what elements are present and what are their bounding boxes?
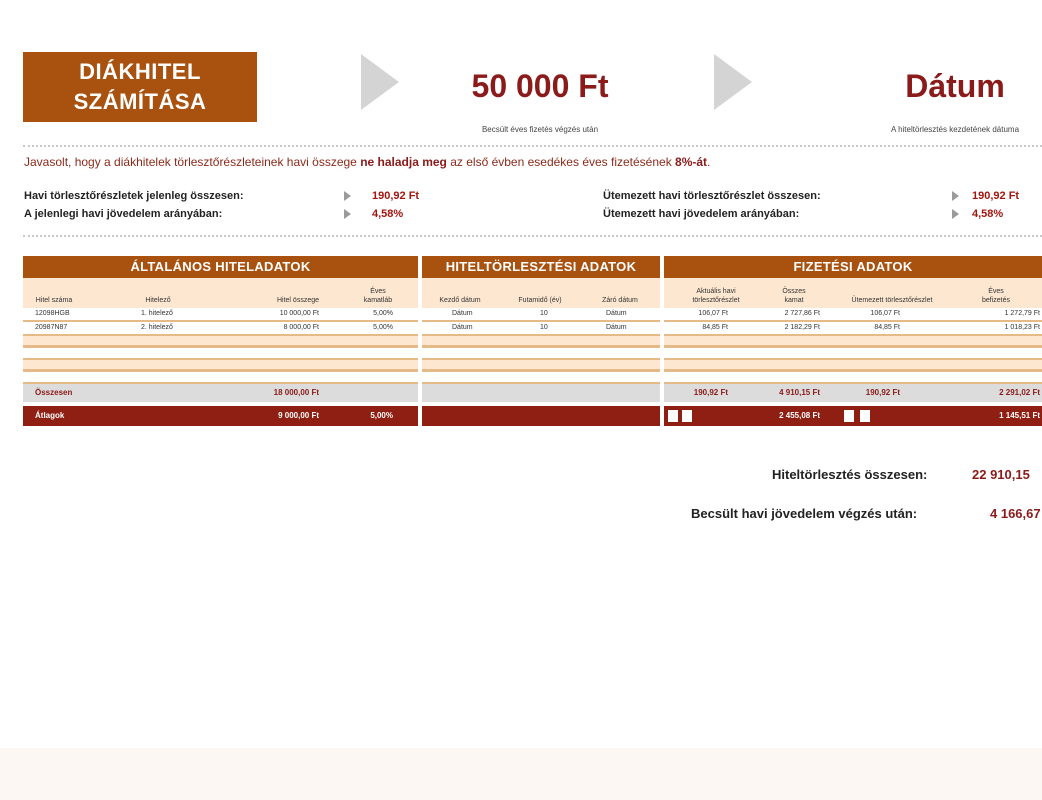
salary-caption: Becsült éves fizetés végzés után [481,125,599,134]
triangle-icon [344,191,351,201]
notice-emphasis: ne haladja meg [360,155,447,169]
empty-row[interactable] [664,372,1042,384]
cell: 5,00% [373,324,393,331]
repayment-section [422,256,660,426]
triangle-icon [952,191,959,201]
total-cell: 190,92 Ft [865,388,900,397]
payment-section [664,256,1042,426]
total-row [664,384,1042,402]
average-amount: 9 000,00 Ft [278,411,319,420]
cell: Dátum [606,324,627,331]
cell: Dátum [606,310,627,317]
summary-value: 4,58% [372,208,404,220]
col-term: Futamidő (év) [518,297,562,304]
empty-row[interactable] [422,336,660,348]
monthly-income-label: Becsült havi jövedelem végzés után: [691,506,918,521]
average-row [422,406,660,426]
col-loan-amount: Hitel összege [276,297,320,304]
average-annual: 1 145,51 Ft [999,411,1040,420]
column-headers [664,278,1042,308]
salary-value[interactable]: 50 000 Ft [471,68,609,104]
col-start-date: Kezdő dátum [439,297,481,304]
recommendation-notice [24,155,710,169]
cell: 10 [540,310,548,317]
cell: 2 182,29 Ft [784,324,820,331]
empty-row[interactable] [422,348,660,360]
average-label: Átlagok [35,411,65,420]
checkbox-icon[interactable] [844,410,854,422]
cell: 5,00% [373,310,393,317]
column-headers [23,278,418,308]
cell: 10 [540,324,548,331]
date-caption: A hiteltörlesztés kezdetének dátuma [890,125,1020,134]
table-row[interactable] [23,322,418,336]
footer-band [0,748,1042,800]
notice-text: Javasolt, hogy a diákhitelek törlesztőrészleteinek havi összege [24,155,361,169]
col-loan-number: Hitel száma [35,297,73,304]
total-amount: 18 000,00 Ft [273,388,319,397]
col-current-payment: Aktuális havi törlesztőrészlet [692,288,740,304]
calculator-title [23,52,257,122]
cell: 1. hitelező [141,310,173,317]
cell: 84,85 Ft [874,324,900,331]
monthly-income-value: 4 166,67 [990,506,1041,521]
cell: 12098HGB [35,310,70,317]
checkbox-icon[interactable] [860,410,870,422]
empty-row[interactable] [422,372,660,384]
section-title: ÁLTALÁNOS HITELADATOK [23,256,418,278]
date-value[interactable]: Dátum [905,68,1005,104]
total-cell: 190,92 Ft [693,388,728,397]
summary-label: Havi törlesztőrészletek jelenleg összesen: [24,190,244,202]
cell: 10 000,00 Ft [279,310,319,317]
empty-row[interactable] [23,348,418,360]
summary-value: 190,92 Ft [972,190,1020,202]
total-row [23,384,418,402]
cell: 2. hitelező [141,324,173,331]
arrow-right-icon [361,54,399,110]
divider [23,145,1042,147]
summary-value: 4,58% [972,208,1004,220]
table-row[interactable] [422,322,660,336]
checkbox-icon[interactable] [668,410,678,422]
cell: 8 000,00 Ft [283,324,319,331]
table-row[interactable] [422,308,660,322]
arrow-right-icon [714,54,752,110]
total-cell: 4 910,15 Ft [779,388,820,397]
average-row [23,406,418,426]
cell: Dátum [452,324,473,331]
col-scheduled-payment: Ütemezett törlesztőrészlet [851,297,933,304]
checkbox-icon[interactable] [682,410,692,422]
empty-row[interactable] [23,336,418,348]
notice-text: . [707,155,711,169]
repayment-total-value: 22 910,15 [972,467,1030,482]
cell: 1 272,79 Ft [1004,310,1040,317]
cell: 84,85 Ft [702,324,728,331]
summary-label: Ütemezett havi törlesztőrészlet összesen: [603,190,821,202]
col-lender: Hitelező [145,297,171,304]
section-title: FIZETÉSI ADATOK [664,256,1042,278]
empty-row[interactable] [664,348,1042,360]
empty-row[interactable] [664,360,1042,372]
section-title: HITELTÖRLESZTÉSI ADATOK [422,256,660,278]
average-row [664,406,1042,426]
notice-emphasis: 8%-át [675,155,708,169]
triangle-icon [344,209,351,219]
empty-row[interactable] [23,360,418,372]
empty-row[interactable] [664,336,1042,348]
general-loan-section [23,256,418,426]
col-annual-payment: Éves befizetés [981,288,1011,304]
cell: Dátum [452,310,473,317]
table-row[interactable] [664,322,1042,336]
divider [23,235,1042,237]
cell: 106,07 Ft [698,310,728,317]
total-cell: 2 291,02 Ft [999,388,1040,397]
average-rate: 5,00% [370,411,393,420]
empty-row[interactable] [422,360,660,372]
repayment-total-label: Hiteltörlesztés összesen: [772,467,928,482]
cell: 20987N87 [35,324,68,331]
cell: 1 018,23 Ft [1004,324,1040,331]
table-row[interactable] [23,308,418,322]
col-annual-rate: Éves kamatláb [363,288,393,304]
total-row [422,384,660,402]
title-line-2: SZÁMÍTÁSA [73,89,207,114]
notice-text: az első évben esedékes éves fizetésének [446,155,676,169]
empty-row[interactable] [23,372,418,384]
cell: 106,07 Ft [870,310,900,317]
column-headers [422,278,660,308]
table-row[interactable] [664,308,1042,322]
summary-value: 190,92 Ft [372,190,420,202]
col-end-date: Záró dátum [602,297,638,304]
summary-label: A jelenlegi havi jövedelem arányában: [24,208,223,220]
cell: 2 727,86 Ft [784,310,820,317]
total-label: Összesen [35,388,73,397]
summary-label: Ütemezett havi jövedelem arányában: [603,208,800,220]
triangle-icon [952,209,959,219]
average-interest: 2 455,08 Ft [779,411,820,420]
title-line-1: DIÁKHITEL [79,59,201,84]
col-total-interest: Összes kamat [782,288,806,304]
